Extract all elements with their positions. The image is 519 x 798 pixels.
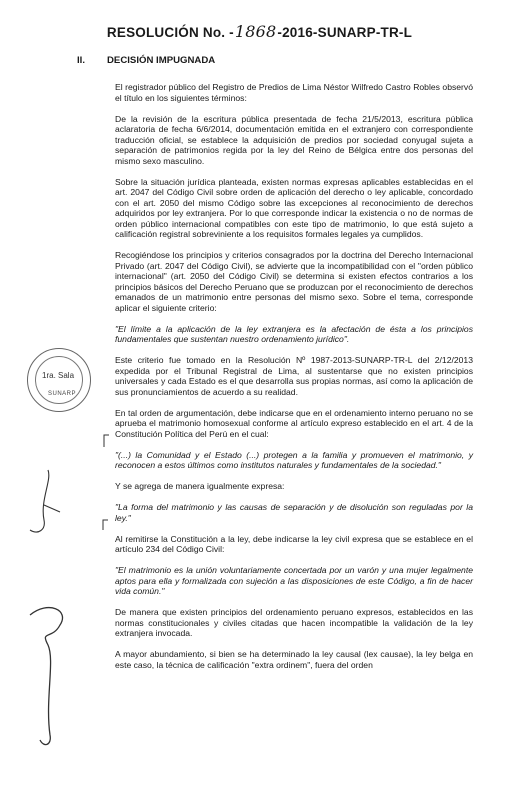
paragraph: En tal orden de argumentación, debe indicarse que en el ordenamiento interno peruano no se aprueba el matrimonio homosexual conforme al artículo expreso establecido en el art. 4 de la Constitución Política del Perú en el cual:	[115, 407, 473, 439]
handwritten-signature-upper	[30, 470, 60, 532]
paragraph: De la revisión de la escritura pública presentada de fecha 21/5/2013, escritura pública aclaratoria de fecha 6/6/2014, documentación emitida en el extranjero con correspondiente traducción oficial, se establece la adquisición de predios por sociedad conyugal sujeta a separación de patrimonios regida por la ley del Reino de Bélgica entre dos personas del mismo sexo masculino.	[115, 113, 473, 166]
title-prefix: RESOLUCIÓN No. -	[106, 25, 234, 40]
paragraph: De manera que existen principios del ordenamiento peruano expresos, establecidos en las normas constitucionales y civiles citadas que hacen incompatible la validación de la ley extranjera invocada.	[115, 607, 473, 638]
section-title: DECISIÓN IMPUGNADA	[107, 55, 216, 66]
paragraph: Al remitirse la Constitución a la ley, debe indicarse la ley civil expresa que se establece en el artículo 234 del Código Civil:	[115, 533, 473, 554]
quoted-civil-code-article: "El matrimonio es la unión voluntariamente concertada por un varón y una mujer legalmente aptos para ella y formalizada con sujeción a las disposiciones de este Código, a fin de hacer vida común."	[115, 565, 473, 596]
quoted-criterion: "El límite a la aplicación de la ley extranjera es la afectación de ésta a los principios fundamentales que sustentan nuestro ordenamiento jurídico".	[115, 323, 473, 344]
handwritten-resolution-number: 1868	[234, 22, 277, 41]
section-numeral: II.	[77, 55, 85, 66]
paragraph: A mayor abundamiento, si bien se ha determinado la ley causal (lex causae), la ley belga en este caso, la técnica de calificación "extra ordinem", fuera del orden	[115, 649, 473, 670]
paragraph: Recogiéndose los principios y criterios consagrados por la doctrina del Derecho Internacional Privado (art. 2047 del Código Civil), se advierte que la incompatibilidad con el "orden público internacional" (art. 2050 del Código Civil) se determina si existen efectos contrarios a los principios básicos del Derecho Peruano que se produzcan por el reconocimiento de derechos emanados de un matrimonio entre personas del mismo sexo. Sobre el tema, corresponde aplicar el siguiente criterio:	[115, 250, 473, 313]
quoted-constitution-article: "(...) la Comunidad y el Estado (...) protegen a la familia y promueven el matrimonio, y reconocen a estos últimos como institutos naturales y fundamentales de la sociedad."	[115, 449, 473, 470]
paragraph: Este criterio fue tomado en la Resolución Nº 1987-2013-SUNARP-TR-L del 2/12/2013 expedida por el Tribunal Registral de Lima, al sustentarse que no existen principios universales y cada Estado es el que desarrolla sus propias normas, así como la aplicación de sus pronunciamientos de acuerdo a su realidad.	[115, 355, 473, 397]
handwritten-signature-lower	[30, 608, 63, 745]
stamp-text-line1: 1ra. Sala	[42, 371, 75, 380]
paragraph: El registrador público del Registro de Predios de Lima Néstor Wilfredo Castro Robles observó el título en los siguientes términos:	[115, 82, 473, 103]
paragraph: Y se agrega de manera igualmente expresa:	[115, 481, 285, 491]
quoted-constitution-form: "La forma del matrimonio y las causas de separación y de disolución son reguladas por la ley."	[115, 502, 473, 523]
paragraph: Sobre la situación jurídica planteada, existen normas expresas aplicables establecidas en el art. 2047 del Código Civil sobre orden de aplicación del derecho o ley aplicable, concordado con el art. 2050 del mismo Código sobre las excepciones al reconocimiento de derechos adquiridos por ley extranjera. Por lo que corresponde indicar la existencia o no de normas de orden público internacional compatibles con este tipo de matrimonio, lo que está sujeto a calificación registral sobreviniente a los requisitos formales legales ya cumplidos.	[115, 176, 473, 239]
bracket-mark	[104, 435, 109, 447]
title-suffix: -2016-SUNARP-TR-L	[277, 25, 413, 40]
bracket-mark	[103, 520, 108, 530]
stamp-text-line2: SUNARP	[48, 391, 77, 397]
